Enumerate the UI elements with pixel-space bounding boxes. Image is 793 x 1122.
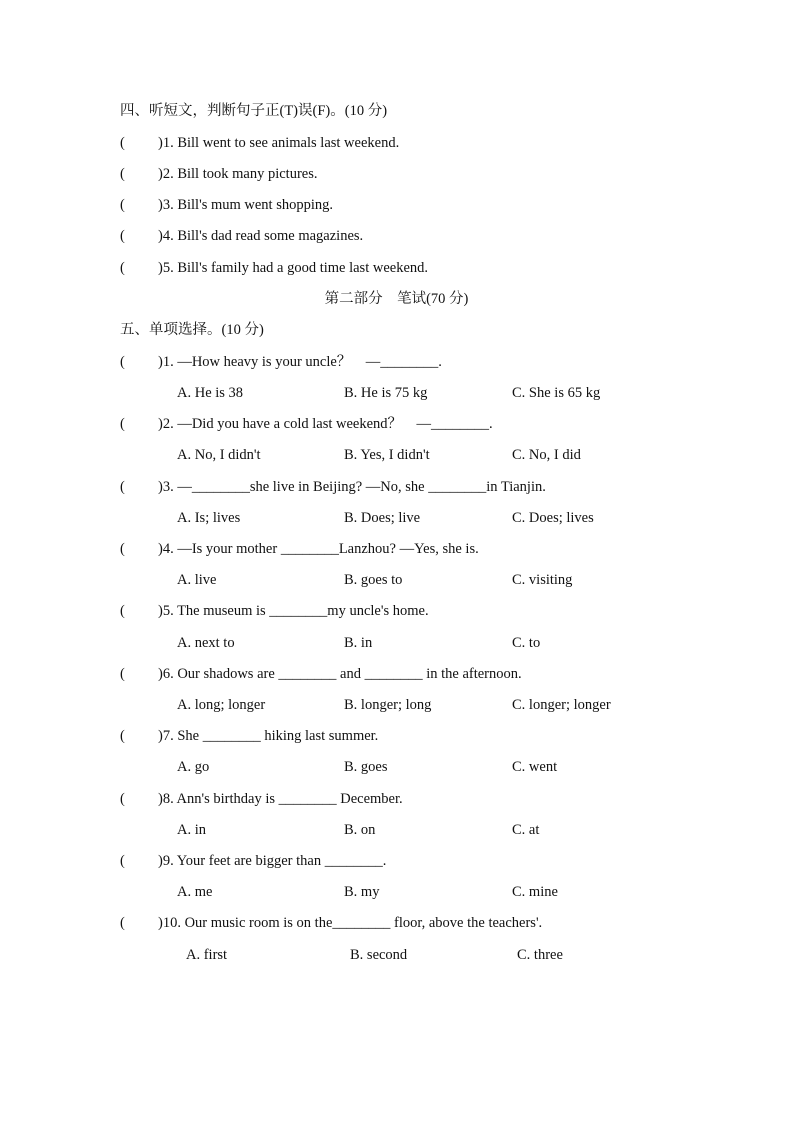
answer-paren: ( <box>120 915 125 931</box>
option-a: A. first <box>186 947 228 963</box>
question-text: )1. —How heavy is your uncle？ —________. <box>158 354 442 370</box>
answer-paren: ( <box>120 135 125 151</box>
question-text: )6. Our shadows are ________ and ________ in the afternoon. <box>158 666 522 682</box>
item-text: )4. Bill's dad read some magazines. <box>158 228 364 244</box>
section4-item-1 <box>120 134 399 152</box>
option-c: C. at <box>512 822 540 838</box>
answer-paren: ( <box>120 853 125 869</box>
question-text: )9. Your feet are bigger than ________. <box>158 853 387 869</box>
option-b: B. He is 75 kg <box>344 385 428 401</box>
answer-paren: ( <box>120 603 125 619</box>
answer-paren: ( <box>120 354 125 370</box>
option-c: C. mine <box>512 884 558 900</box>
option-a: A. go <box>177 759 210 775</box>
question-text: )8. Ann's birthday is ________ December. <box>158 791 403 807</box>
question-10 <box>120 914 542 932</box>
item-text: )2. Bill took many pictures. <box>158 166 318 182</box>
option-c: C. to <box>512 635 541 651</box>
option-a: A. He is 38 <box>177 385 244 401</box>
question-9 <box>120 852 386 870</box>
answer-paren: ( <box>120 541 125 557</box>
option-c: C. longer; longer <box>512 697 611 713</box>
question-3 <box>120 478 546 496</box>
answer-paren: ( <box>120 416 125 432</box>
option-b: B. my <box>344 884 380 900</box>
option-b: B. goes to <box>344 572 403 588</box>
question-text: )10. Our music room is on the________ floor, above the teachers'. <box>158 915 543 931</box>
answer-paren: ( <box>120 728 125 744</box>
section4-item-3 <box>120 196 333 214</box>
option-a: A. long; longer <box>177 697 266 713</box>
question-1 <box>120 353 442 371</box>
option-b: B. on <box>344 822 376 838</box>
option-b: B. Yes, I didn't <box>344 447 430 463</box>
item-text: )5. Bill's family had a good time last weekend. <box>158 260 428 276</box>
question-7 <box>120 727 378 745</box>
question-2 <box>120 415 493 433</box>
answer-paren: ( <box>120 260 125 276</box>
section4-heading: 四、听短文，判断句子正(T)误(F)。(10 分) <box>120 103 388 119</box>
option-a: A. me <box>177 884 213 900</box>
question-text: )3. —________she live in Beijing? —No, she ________in Tianjin. <box>158 479 546 495</box>
option-b: B. goes <box>344 759 388 775</box>
option-b: B. Does; live <box>344 510 421 526</box>
answer-paren: ( <box>120 791 125 807</box>
option-c: C. went <box>512 759 558 775</box>
answer-paren: ( <box>120 197 125 213</box>
option-c: C. Does; lives <box>512 510 594 526</box>
answer-paren: ( <box>120 228 125 244</box>
option-a: A. live <box>177 572 217 588</box>
option-b: B. longer; long <box>344 697 432 713</box>
option-a: A. Is; lives <box>177 510 241 526</box>
option-a: A. in <box>177 822 206 838</box>
section4-item-5 <box>120 259 428 277</box>
item-text: )1. Bill went to see animals last weekend. <box>158 135 400 151</box>
option-a: A. next to <box>177 635 235 651</box>
answer-paren: ( <box>120 479 125 495</box>
question-text: )5. The museum is ________my uncle's home. <box>158 603 429 619</box>
answer-paren: ( <box>120 666 125 682</box>
question-5 <box>120 602 429 620</box>
question-text: )4. —Is your mother ________Lanzhou? —Yes, she is. <box>158 541 479 557</box>
question-4 <box>120 540 479 558</box>
question-8 <box>120 790 403 808</box>
answer-paren: ( <box>120 166 125 182</box>
option-c: C. visiting <box>512 572 573 588</box>
option-a: A. No, I didn't <box>177 447 261 463</box>
option-c: C. She is 65 kg <box>512 385 601 401</box>
item-text: )3. Bill's mum went shopping. <box>158 197 334 213</box>
section4-item-4 <box>120 227 363 245</box>
question-text: )2. —Did you have a cold last weekend？ —________. <box>158 416 493 432</box>
section4-item-2 <box>120 165 317 183</box>
question-6 <box>120 665 522 683</box>
option-b: B. second <box>350 947 408 963</box>
option-c: C. three <box>517 947 563 963</box>
section5-heading: 五、单项选择。(10 分) <box>120 322 264 338</box>
option-b: B. in <box>344 635 373 651</box>
part2-title: 第二部分 笔试(70 分) <box>324 291 469 307</box>
question-text: )7. She ________ hiking last summer. <box>158 728 379 744</box>
option-c: C. No, I did <box>512 447 581 463</box>
